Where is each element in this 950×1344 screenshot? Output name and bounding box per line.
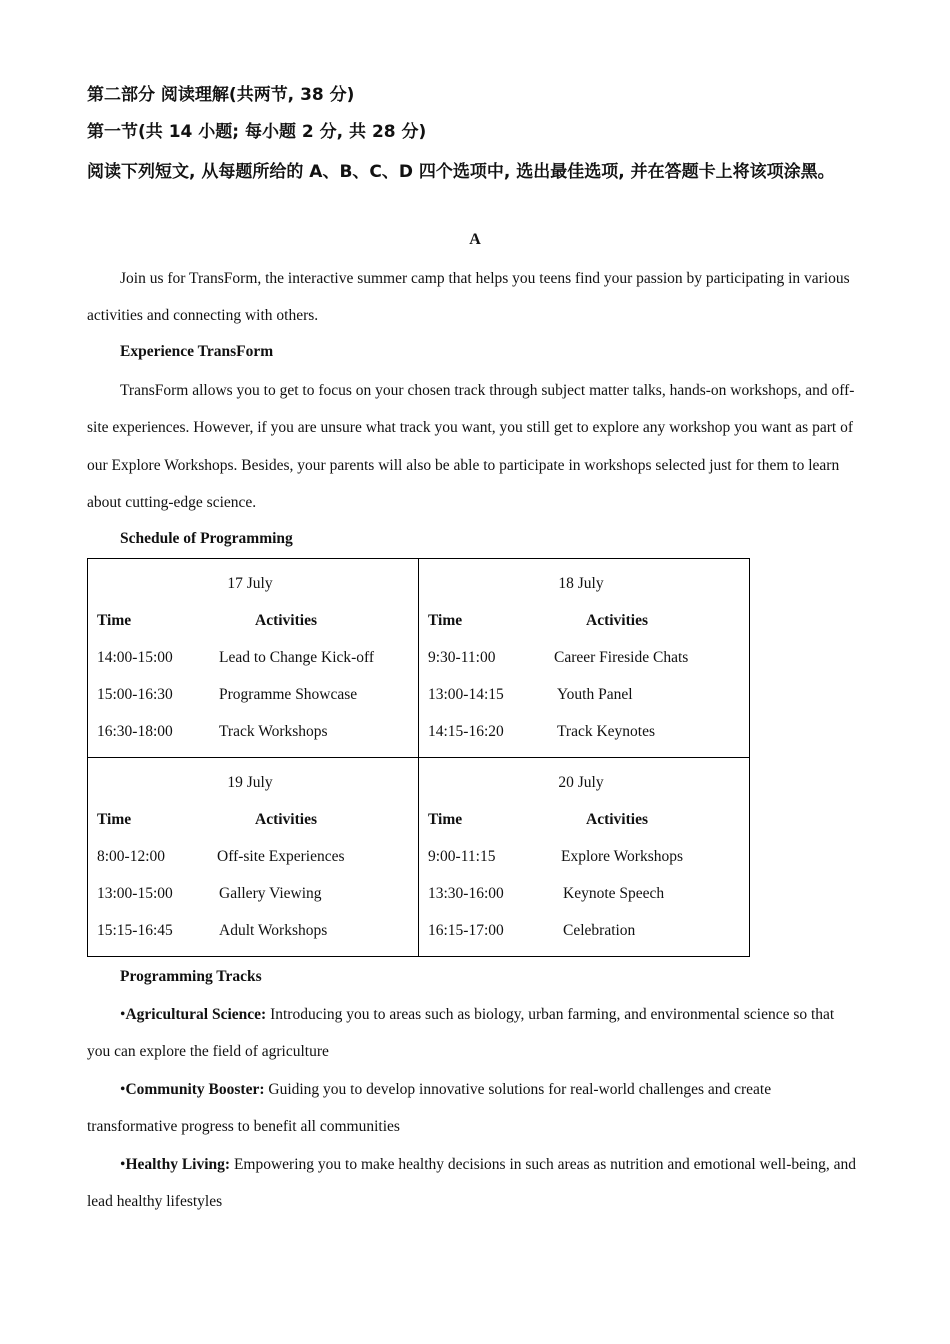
row-time: 13:00-15:00	[97, 885, 173, 902]
track-item	[87, 996, 859, 1071]
experience-title: Experience TransForm	[120, 343, 274, 360]
track-name: Agricultural Science:	[125, 1006, 267, 1023]
row-time: 15:15-16:45	[97, 922, 173, 939]
row-activity: Adult Workshops	[219, 922, 328, 939]
time-header: Time	[97, 811, 132, 828]
row-activity: Programme Showcase	[219, 686, 358, 703]
bullet: •	[120, 1156, 126, 1173]
instruction-text: 阅读下列短文, 从每题所给的 A、B、C、D 四个选项中, 选出最佳选项, 并在答题卡上将该项涂黑。	[87, 162, 835, 182]
schedule-table	[87, 558, 750, 957]
track-text: Guiding you to develop innovative solutions for real-world challenges and create transformative progress to benefit all communities	[87, 1081, 772, 1136]
part-heading: 第二部分 阅读理解(共两节, 38 分)	[87, 85, 355, 105]
row-activity: Track Keynotes	[557, 723, 656, 740]
time-header: Time	[97, 612, 132, 629]
row-activity: Lead to Change Kick-off	[219, 649, 375, 666]
row-activity: Explore Workshops	[561, 848, 684, 865]
row-time: 16:30-18:00	[97, 723, 173, 740]
row-activity: Gallery Viewing	[219, 885, 322, 902]
row-time: 14:00-15:00	[97, 649, 173, 666]
activities-header: Activities	[255, 811, 317, 828]
intro-paragraph: Join us for TransForm, the interactive summer camp that helps you teens find your passion by participating in various activities and connecting with others.	[87, 270, 850, 325]
row-time: 8:00-12:00	[97, 848, 166, 865]
bullet: •	[120, 1006, 126, 1023]
row-time: 9:00-11:15	[428, 848, 496, 865]
tracks-title: Programming Tracks	[120, 968, 262, 985]
day-date: 18 July	[558, 575, 604, 592]
schedule-day-cell	[419, 758, 750, 957]
row-time: 9:30-11:00	[428, 649, 496, 666]
day-date: 17 July	[227, 575, 273, 592]
schedule-title: Schedule of Programming	[120, 530, 293, 547]
schedule-day-cell	[88, 559, 419, 758]
track-item	[87, 1146, 859, 1221]
activities-header: Activities	[255, 612, 317, 629]
track-text: Empowering you to make healthy decisions in such areas as nutrition and emotional well-being, and lead healthy lifestyles	[87, 1156, 856, 1211]
row-activity: Keynote Speech	[563, 885, 665, 902]
row-time: 13:30-16:00	[428, 885, 504, 902]
track-item	[87, 1071, 859, 1146]
row-activity: Career Fireside Chats	[554, 649, 689, 666]
row-time: 13:00-14:15	[428, 686, 504, 703]
row-activity: Youth Panel	[557, 686, 633, 703]
activities-header: Activities	[586, 612, 648, 629]
time-header: Time	[428, 612, 463, 629]
activities-header: Activities	[586, 811, 648, 828]
experience-paragraph: TransForm allows you to get to focus on your chosen track through subject matter talks, hands-on workshops, and off-site experiences. However, if you are unsure what track you want, you still get to explore any workshop you want as part of our Explore Workshops. Besides, your parents will also be able to participate in workshops selected just for them to learn about cutting-edge science.	[87, 382, 855, 511]
schedule-day-cell	[88, 758, 419, 957]
row-time: 15:00-16:30	[97, 686, 173, 703]
track-name: Community Booster:	[125, 1081, 265, 1098]
row-activity: Celebration	[563, 922, 636, 939]
row-activity: Track Workshops	[219, 723, 328, 740]
section-heading: 第一节(共 14 小题; 每小题 2 分, 共 28 分)	[87, 122, 427, 142]
day-date: 19 July	[227, 774, 273, 791]
day-date: 20 July	[558, 774, 604, 791]
bullet: •	[120, 1081, 126, 1098]
passage-label: A	[469, 231, 481, 248]
time-header: Time	[428, 811, 463, 828]
track-text: Introducing you to areas such as biology, urban farming, and environmental science so that you can explore the field of agriculture	[87, 1006, 835, 1061]
schedule-day-cell	[419, 559, 750, 758]
row-time: 14:15-16:20	[428, 723, 504, 740]
row-activity: Off-site Experiences	[217, 848, 345, 865]
row-time: 16:15-17:00	[428, 922, 504, 939]
track-name: Healthy Living:	[125, 1156, 231, 1173]
